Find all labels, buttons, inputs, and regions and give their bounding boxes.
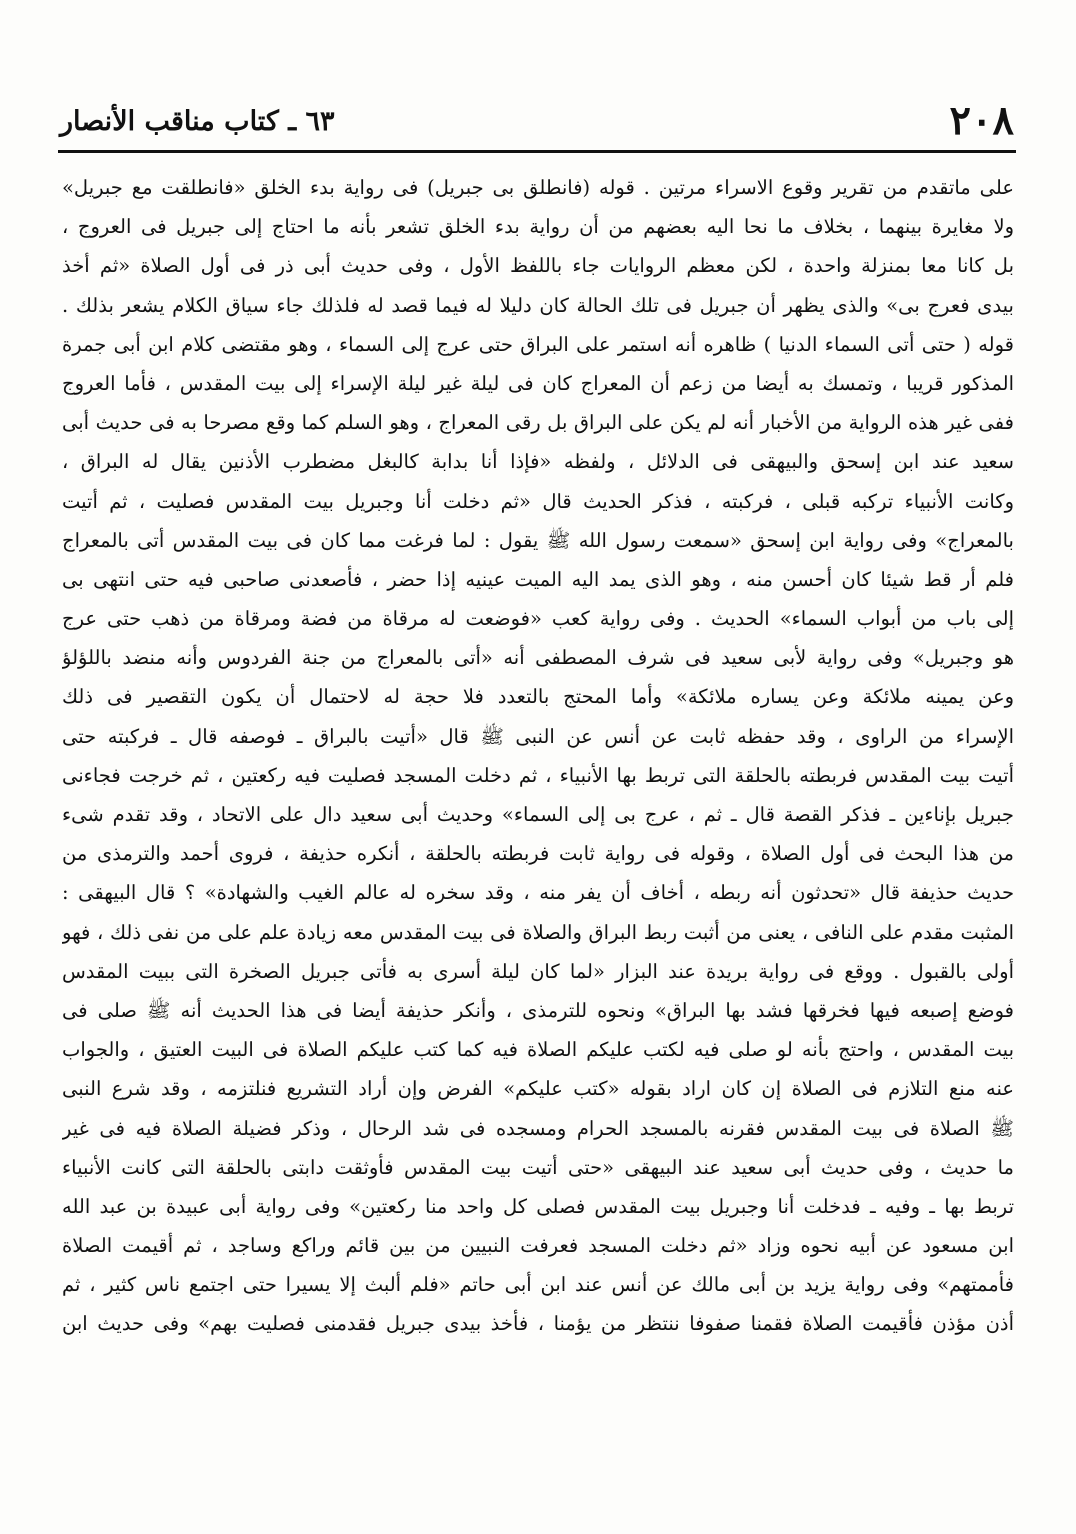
text-line: وكانت الأنبياء تركبه قبلى ، فركبته ، فذكر الحديث قال «ثم دخلت أنا وجبريل بيت المقدس فصليت ، ثم أتيت [62,489,1014,513]
text-line: أذن مؤذن فأقيمت الصلاة فقمنا صفوفا ننتظر من يؤمنا ، فأخذ بيدى جبريل فقدمنى فصليت بهم» وفى حديث ابن [62,1312,1014,1336]
text-line: عنه منع التلازم فى الصلاة إن كان اراد بقوله «كتب عليكم» الفرض وإن أراد التشريع فنلتزمه ، وقد شرع النبى [62,1077,1014,1101]
text-line: جبريل بإناءين ـ فذكر القصة قال ـ ثم ، عرج بى إلى السماء» وحديث أبى سعيد دال على الاتحاد ، وقد تقدم شىء [62,803,1014,826]
text-line: الإسراء من الراوى ، وقد حفظه ثابت عن أنس عن النبى ﷺ قال «أتيت بالبراق ـ فوصفه قال ـ فركبته حتى [62,724,1014,748]
text-line: ابن مسعود عن أبيه نحوه وزاد «ثم دخلت المسجد فعرفت النبيين من بين قائم وراكع وساجد ، ثم أقيمت الصلاة [62,1234,1014,1258]
text-line: تربط بها ـ وفيه ـ فدخلت أنا وجبريل بيت المقدس فصلى كل واحد منا ركعتين» وفى رواية أبى عبيدة بن عبد الله [62,1194,1014,1218]
running-title: ٦٣ ـ كتاب مناقب الأنصار [60,106,335,137]
text-line: قوله ( حتى أتى السماء الدنيا ) ظاهره أنه استمر على البراق حتى عرج إلى السماء ، وهو مقتضى كلام ابن أبى جمرة [62,332,1014,356]
text-line: سعيد عند ابن إسحق والبيهقى فى الدلائل ، ولفظه «فإذا أنا بدابة كالبغل مضطرب الأذنين يقال له البراق ، [62,450,1014,474]
header-rule [58,150,1016,153]
text-line: المثبت مقدم على النافى ، يعنى من أثبت ربط البراق والصلاة فى بيت المقدس معه زيادة علم على من نفى ذلك ، فهو [62,920,1014,944]
text-line: ما حديث ، وفى حديث أبى سعيد عند البيهقى «حتى أتيت بيت المقدس فأوثقت دابتى بالحلقة التى كانت الأنبياء [62,1155,1014,1179]
text-line: ففى غير هذه الرواية من الأخبار أنه لم يكن على البراق بل رقى المعراج ، وهو السلم كما وقع مصرحا به فى حديث أبى [62,411,1014,435]
text-line: بيدى فعرج بى» والذى يظهر أن جبريل فى تلك الحالة كان دليلا له فيما قصد له فلذلك جاء سياق الكلام يشعر بذلك . [62,293,1014,317]
page-header [60,96,1014,150]
text-line: من هذا البحث فى أول الصلاة ، وقوله فى رواية ثابت فربطته بالحلقة ، أنكره حذيفة ، فروى أحمد والترمذى من [62,842,1014,866]
text-line: بيت المقدس ، واحتج بأنه لو صلى فيه لكتب عليكم الصلاة فيه كما كتب عليكم الصلاة فى البيت العتيق ، والجواب [62,1038,1014,1062]
text-line: على ماتقدم من تقرير وقوع الاسراء مرتين . قوله (فانطلق بى جبريل) فى رواية بدء الخلق «فانطلقت مع جبريل» [62,176,1014,199]
text-line: المذكور قريبا ، وتمسك به أيضا من زعم أن المعراج كان فى ليلة غير ليلة الإسراء إلى بيت المقدس ، فأما العروج [62,371,1014,395]
text-line: هو وجبريل» وفى رواية لأبى سعيد فى شرف المصطفى أنه «أتى بالمعراج من جنة الفردوس وأنه منضد باللؤلؤ [62,646,1014,670]
text-line: حديث حذيفة قال «تحدثون أنه ربطه ، أخاف أن يفر منه ، وقد سخره له عالم الغيب والشهادة» ؟ قال البيهقى : [62,881,1014,905]
text-line: ﷺ الصلاة فى بيت المقدس فقرنه بالمسجد الحرام ومسجده فى شد الرحال ، وذكر فضيلة الصلاة فيه فى غير [62,1116,1014,1140]
text-line: ولا مغايرة بينهما ، بخلاف ما نحا اليه بعضهم من أن رواية بدء الخلق تشعر بأنه ما احتاج إلى جبريل فى العروج ، [62,215,1014,239]
text-line: بل كانا معا بمنزلة واحدة ، لكن معظم الروايات جاء باللفظ الأول ، وفى حديث أبى ذر فى أول الصلاة «ثم أخذ [62,254,1014,278]
text-line: بالمعراج» وفى رواية ابن إسحق «سمعت رسول الله ﷺ يقول : لما فرغت مما كان فى بيت المقدس أتى بالمعراج [62,528,1014,552]
text-line: فأممتهم» وفى رواية يزيد بن أبى مالك عن أنس عند ابن أبى حاتم «فلم ألبث إلا يسيرا حتى اجتمع ناس كثير ، ثم [62,1273,1014,1297]
text-line: أولى بالقبول . ووقع فى رواية بريدة عند البزار «لما كان ليلة أسرى به فأتى جبريل الصخرة التى ببيت المقدس [62,959,1014,983]
text-line: وعن يمينه ملائكة وعن يساره ملائكة» وأما المحتج بالتعدد فلا حجة له لاحتمال أن يكون التقصير فى ذلك [62,685,1014,709]
text-line: إلى باب من أبواب السماء» الحديث . وفى رواية كعب «فوضعت له مرقاة من فضة ومرقاة من ذهب حتى عرج [62,607,1014,631]
text-line: فلم أر قط شيئا كان أحسن منه ، وهو الذى يمد اليه الميت عينيه إذا حضر ، فأصعدنى صاحبى فيه حتى انتهى بى [62,567,1014,591]
text-line: أتيت بيت المقدس فربطته بالحلقة التى تربط بها الأنبياء ، ثم دخلت المسجد فصليت فيه ركعتين ، ثم خرجت فجاءنى [62,763,1014,787]
page-number: ٢٠٨ [949,97,1014,144]
text-line: فوضع إصبعه فيها فخرقها فشد بها البراق» ونحوه للترمذى ، وأنكر حذيفة أيضا فى هذا الحديث أنه ﷺ صلى فى [62,998,1014,1022]
body-text [62,168,1014,1344]
